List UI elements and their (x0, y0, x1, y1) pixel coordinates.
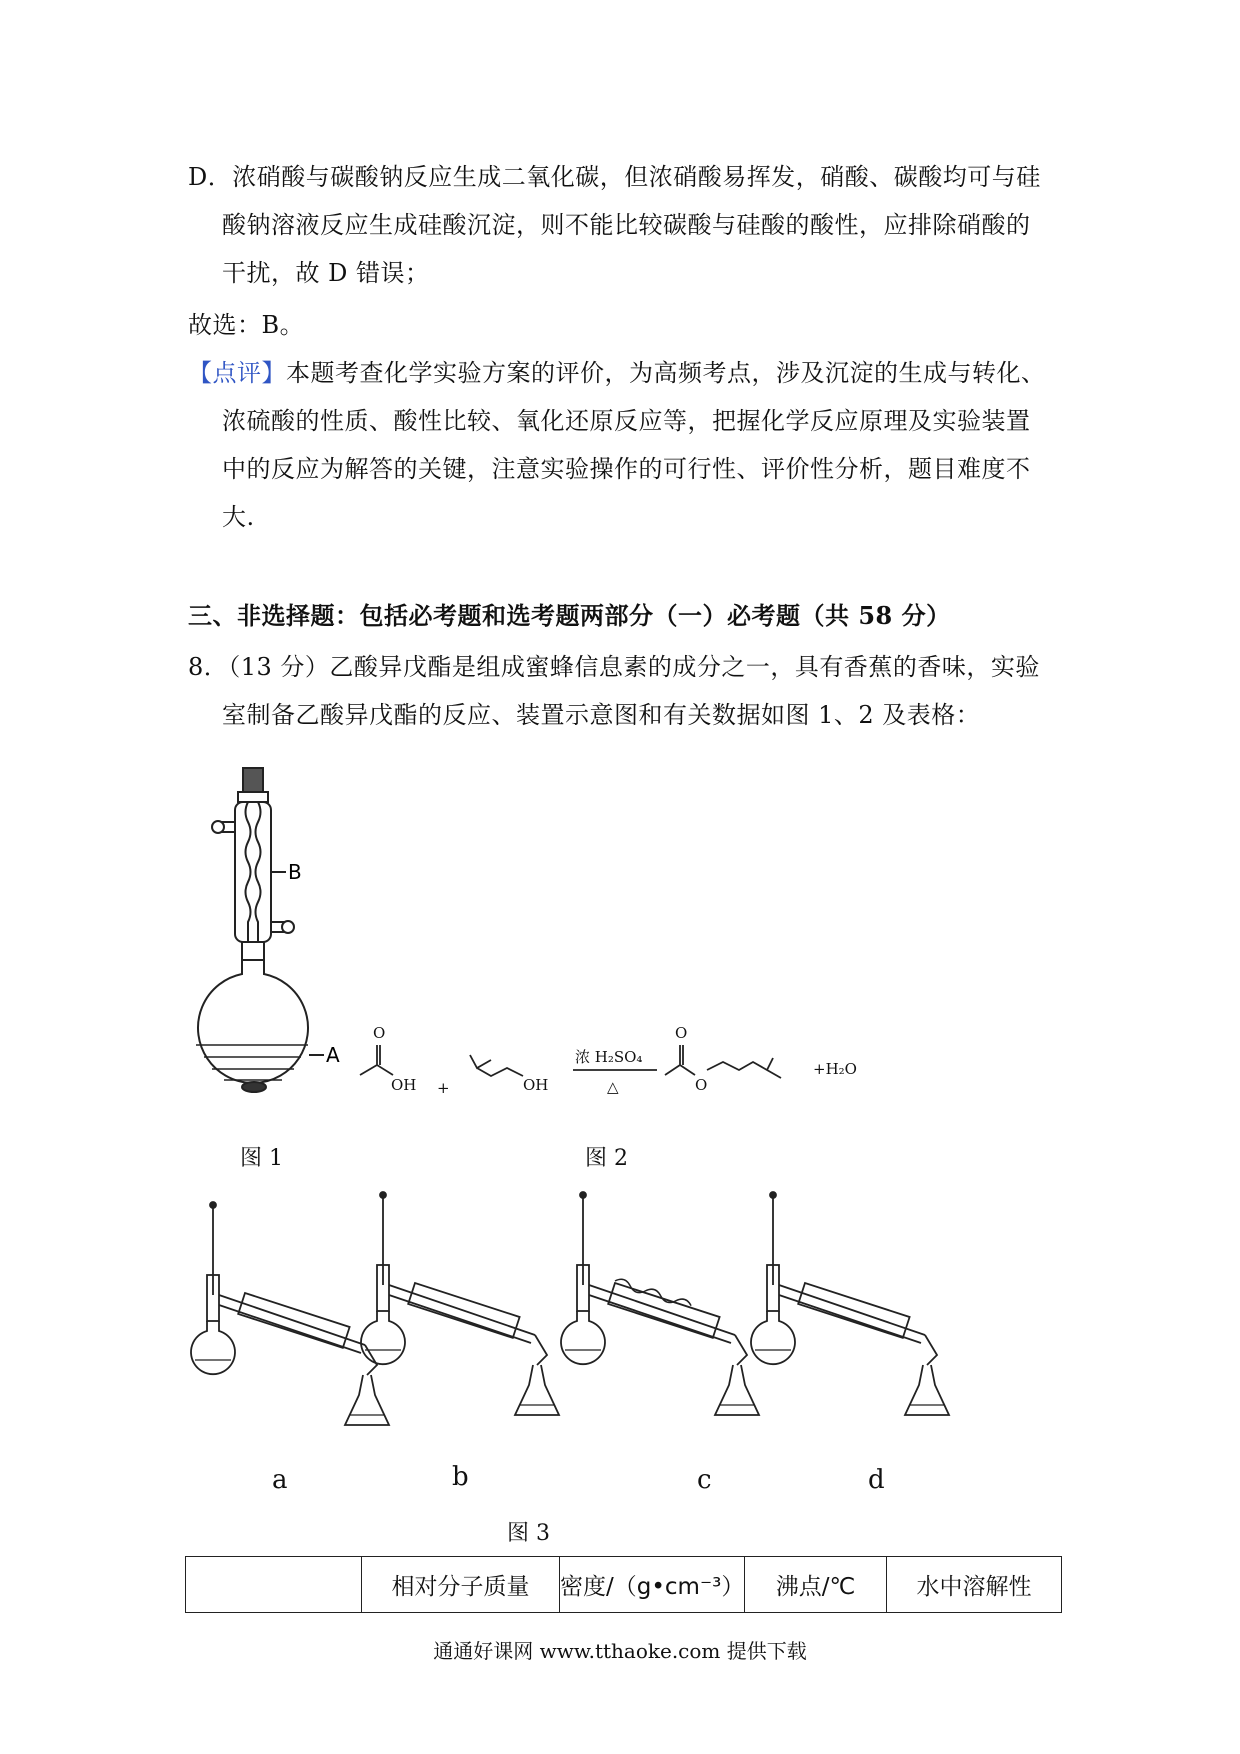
reflux-apparatus-diagram (190, 760, 350, 1110)
catalyst-label: 浓 H₂SO₄ (575, 1048, 643, 1066)
table-header-solubility: 水中溶解性 (887, 1557, 1062, 1613)
comment-line-3: 中的反应为解答的关键，注意实验操作的可行性、评价性分析，题目难度不 (222, 455, 1031, 483)
flask-liquid-lines (196, 1045, 308, 1080)
properties-table (185, 1556, 1062, 1613)
page-footer: 通通好课网 www.tthaoke.com 提供下载 (433, 1639, 807, 1663)
round-bottom-flask (198, 960, 308, 1083)
condenser-inner-coil (246, 802, 261, 942)
figure-2-caption: 图 2 (585, 1146, 628, 1171)
plus-sign: + (437, 1079, 450, 1097)
boiling-chips (242, 1082, 266, 1092)
ester-o: O (695, 1076, 708, 1094)
option-d-line-2: 酸钠溶液反应生成硅酸沉淀，则不能比较碳酸与硅酸的酸性，应排除硝酸的 (222, 211, 1031, 239)
apparatus-c (561, 1192, 759, 1415)
section-title: 三、非选择题：包括必考题和选考题两部分（一）必考题（共 58 分） (188, 601, 951, 630)
apparatus-d (751, 1192, 949, 1415)
acid-carbonyl-o: O (373, 1024, 386, 1042)
ester-carbonyl-o: O (675, 1024, 688, 1042)
isoamyl-acetate-skeleton (665, 1045, 781, 1078)
comment-text-1: 本题考查化学实验方案的评价，为高频考点，涉及沉淀的生成与转化、 (286, 359, 1046, 387)
question-8-line-2: 室制备乙酸异戊酯的反应、装置示意图和有关数据如图 1、2 及表格： (222, 701, 981, 729)
figure-1-caption: 图 1 (240, 1146, 283, 1171)
figure-3-caption: 图 3 (507, 1521, 550, 1546)
condenser-jacket (235, 802, 271, 942)
table-header-row (186, 1557, 1062, 1613)
table-header-density: 密度/（g•cm⁻³） (560, 1557, 745, 1613)
acid-oh: OH (391, 1076, 417, 1094)
condenser-top (238, 792, 268, 802)
label-b: B (288, 860, 302, 884)
option-d-line-1: D．浓硝酸与碳酸钠反应生成二氧化碳，但浓硝酸易挥发，硝酸、碳酸均可与硅 (188, 163, 1041, 191)
option-d-line-3: 干扰，故 D 错误； (222, 259, 430, 287)
comment-tag: 【点评】 (188, 359, 286, 387)
isoamyl-alcohol-skeleton (470, 1055, 523, 1076)
apparatus-a (191, 1202, 389, 1425)
label-c-option: c (697, 1465, 712, 1495)
stopper (243, 768, 263, 792)
comment-line-2: 浓硫酸的性质、酸性比较、氧化还原反应等，把握化学反应原理及实验装置 (222, 407, 1031, 435)
flask-neck (242, 942, 264, 960)
esterification-equation (355, 1010, 875, 1100)
label-a: A (326, 1043, 340, 1067)
table-header-blank (186, 1557, 362, 1613)
table-header-molar-mass: 相对分子质量 (362, 1557, 560, 1613)
water-product: +H₂O (813, 1060, 857, 1078)
comment-line-1 (188, 358, 1046, 388)
label-d-option: d (868, 1465, 885, 1495)
question-8-line-1: 8．（13 分）乙酸异戊酯是组成蜜蜂信息素的成分之一，具有香蕉的香味，实验 (188, 653, 1040, 681)
label-b-option: b (452, 1462, 469, 1492)
label-a-option: a (272, 1465, 288, 1495)
table-header-boiling-point: 沸点/℃ (745, 1557, 887, 1613)
answer-line: 故选：B。 (188, 311, 305, 339)
comment-line-4: 大. (222, 503, 255, 531)
distillation-apparatus-diagrams (185, 1205, 1065, 1495)
apparatus-b (361, 1192, 559, 1415)
heat-symbol: △ (607, 1078, 619, 1096)
acetic-acid-skeleton (360, 1045, 393, 1075)
alcohol-oh: OH (523, 1076, 549, 1094)
